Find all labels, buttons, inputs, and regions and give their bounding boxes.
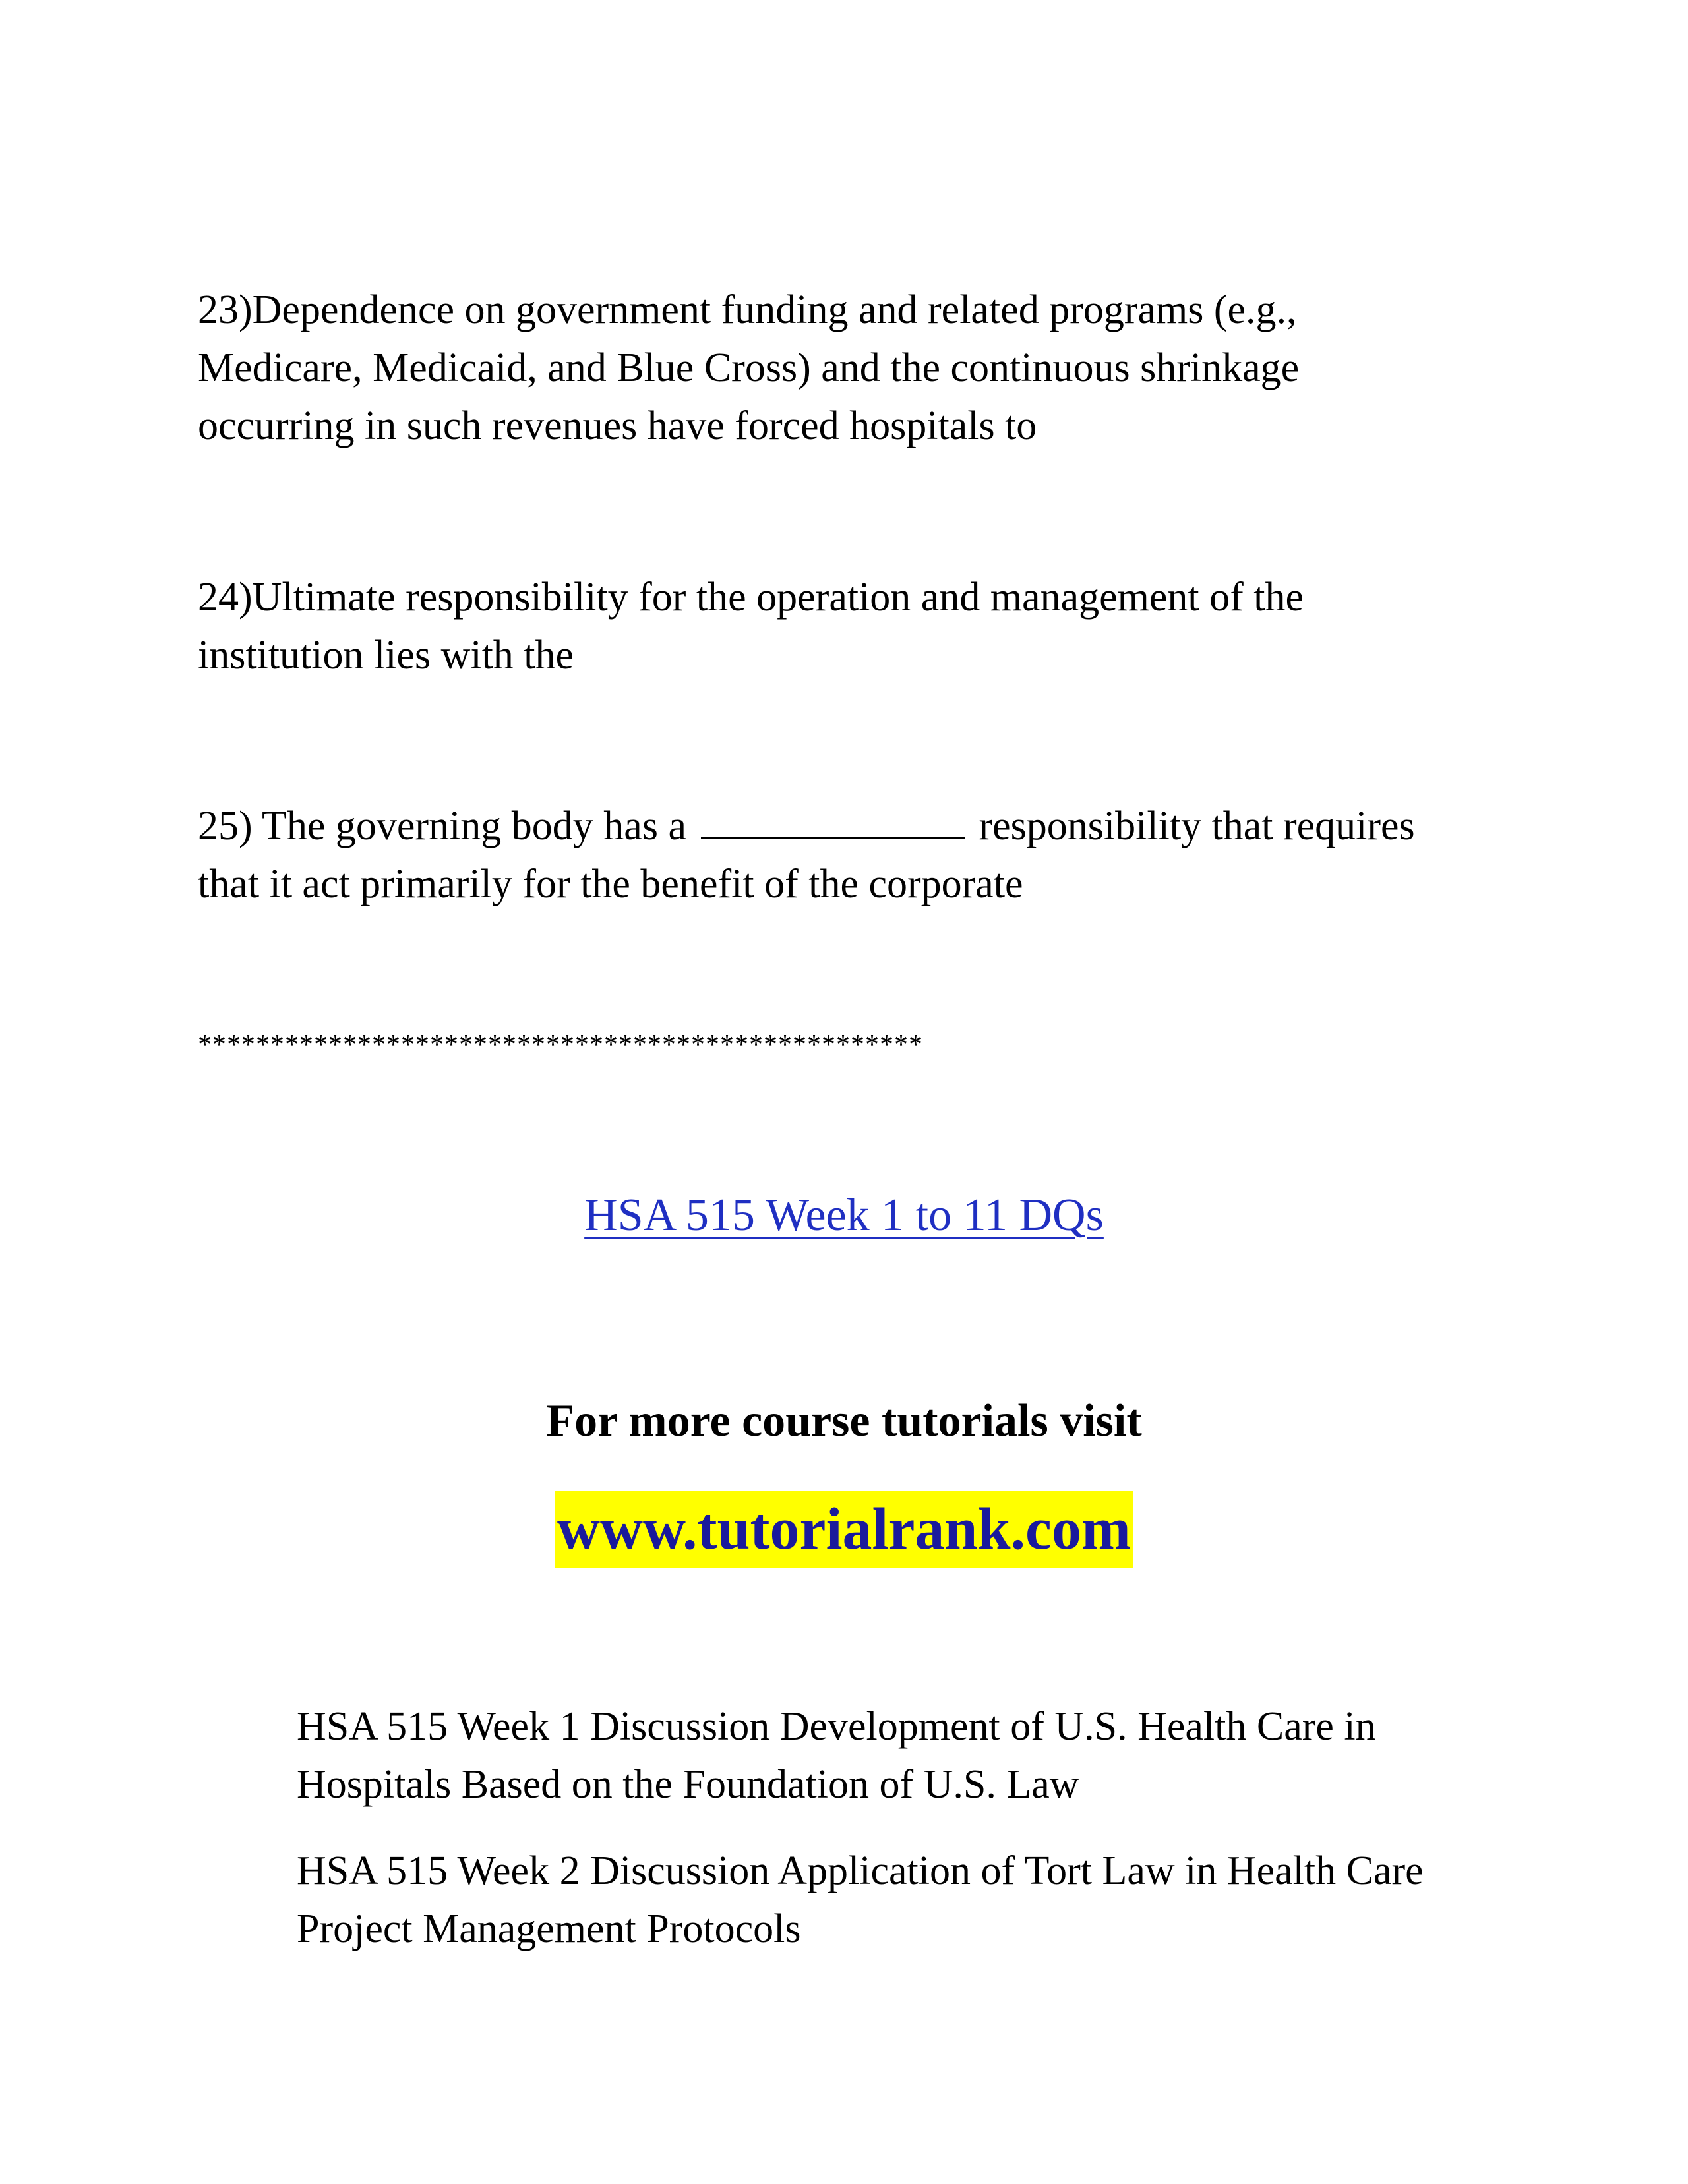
question-25-end: responsibility that requires that it act primarily for the benefit of the corporate bbox=[198, 804, 1415, 906]
site-link-wrap bbox=[0, 1491, 1688, 1568]
promo-text: For more course tutorials visit bbox=[546, 1396, 1142, 1446]
question-24: 24)Ultimate responsibility for the operation and management of the institution lies with the bbox=[198, 575, 1304, 678]
question-25-start: 25) The governing body has a bbox=[198, 804, 686, 848]
fill-in-blank bbox=[701, 802, 965, 839]
question-25 bbox=[198, 797, 1437, 913]
course-link[interactable]: HSA 515 Week 1 to 11 DQs bbox=[584, 1190, 1104, 1241]
question-23: 23)Dependence on government funding and related programs (e.g., Medicare, Medicaid, and Blue Cross) and the continuous shrinkage occurring in such revenues have forced hospitals to bbox=[198, 287, 1300, 448]
list-item: HSA 515 Week 2 Discussion Application of Tort Law in Health Care Project Management Protocols bbox=[297, 1848, 1424, 1951]
site-link[interactable]: www.tutorialrank.com bbox=[555, 1491, 1133, 1568]
list-item: HSA 515 Week 1 Discussion Development of U.S. Health Care in Hospitals Based on the Foundation of U.S. Law bbox=[297, 1704, 1376, 1807]
course-link-line bbox=[0, 1184, 1688, 1247]
asterisk-separator: ************************************************** bbox=[198, 1030, 923, 1060]
